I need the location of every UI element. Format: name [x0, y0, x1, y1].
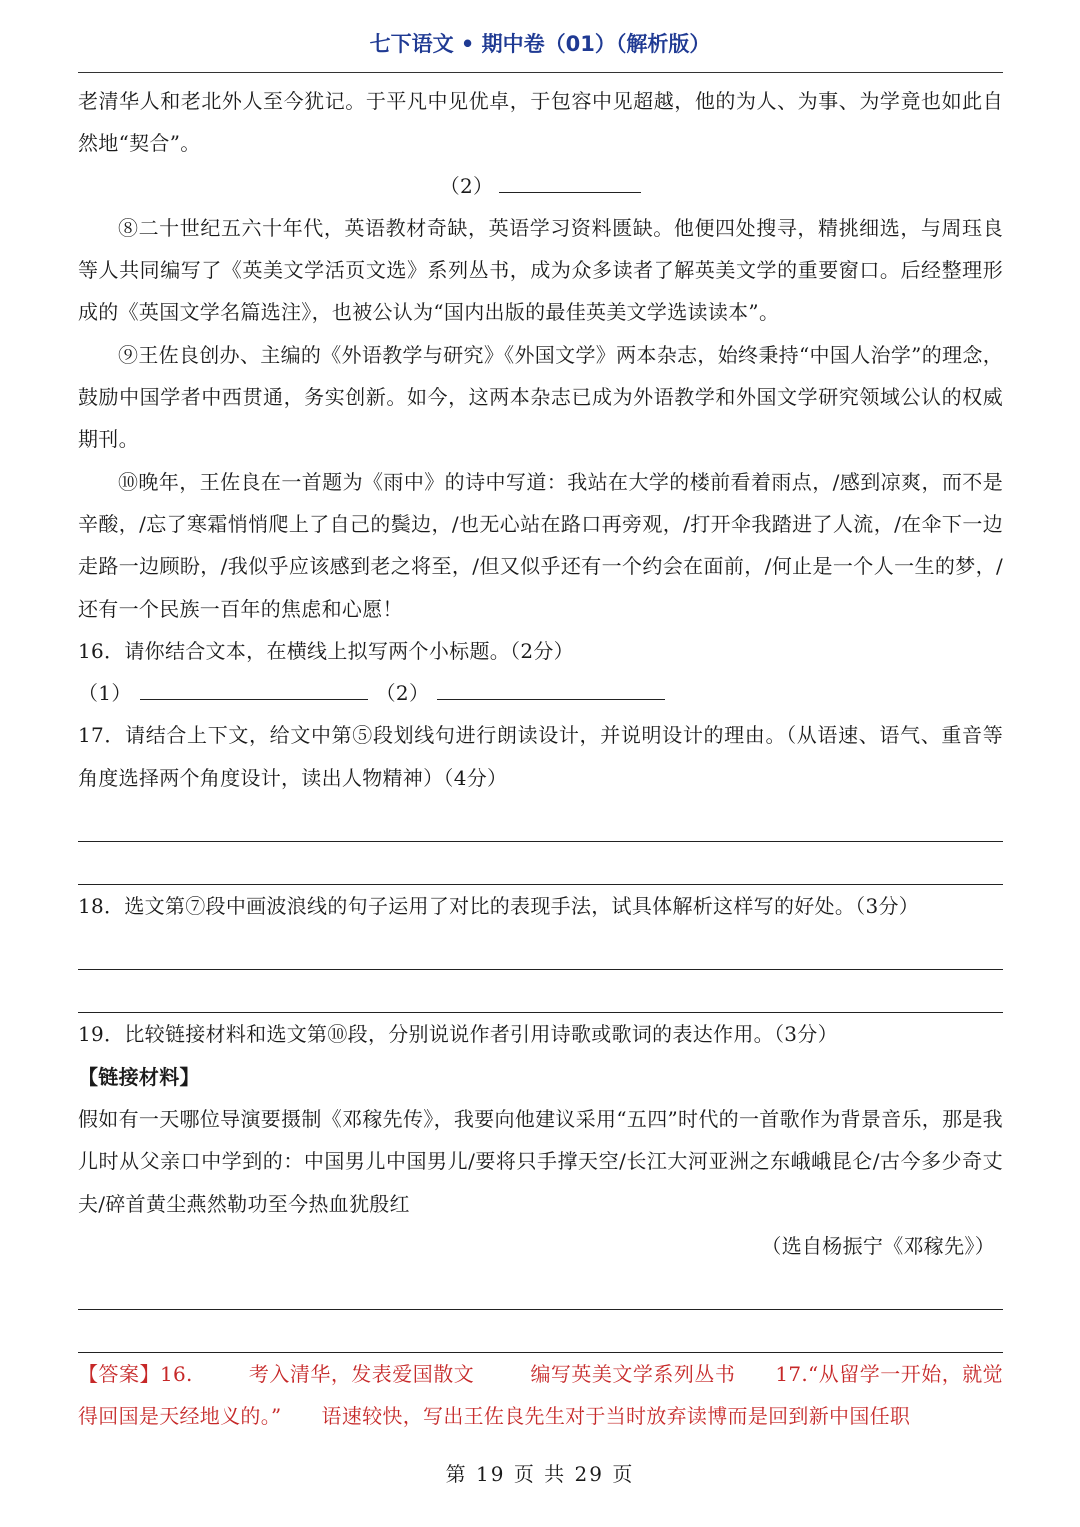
passage-paragraph-8: ⑧二十世纪五六十年代，英语教材奇缺，英语学习资料匮缺。他便四处搜寻，精挑细选，与周珏良等人共同编写了《英美文学活页文选》系列丛书，成为众多读者了解英美文学的重要窗口。后经整理形成的《英国文学名篇选注》，也被公认为“国内出版的最佳英美文学选读读本”。: [78, 215, 1003, 325]
q16-label-2: （2）: [375, 681, 430, 706]
q17-answer-line-1[interactable]: [78, 799, 1003, 842]
answer-16-1: 考入清华，发表爱国散文: [248, 1362, 475, 1387]
page-content: [78, 80, 1003, 1438]
answer-17-explanation: 语速较快，写出王佐良先生对于当时放弃读博而是回到新中国任职: [321, 1404, 911, 1429]
question-18: 18．选文第⑦段中画波浪线的句子运用了对比的表现手法，试具体解析这样写的好处。（3分）: [78, 894, 920, 919]
passage-paragraph-9: ⑨王佐良创办、主编的《外语教学与研究》《外国文学》两本杂志，始终秉持“中国人治学”的理念，鼓励中国学者中西贯通，务实创新。如今，这两本杂志已成为外语教学和外国文学研究领域公认的权威期刊。: [78, 342, 1003, 452]
question-17: 17．请结合上下文，给文中第⑤段划线句进行朗读设计，并说明设计的理由。（从语速、语气、重音等角度选择两个角度设计，读出人物精神）（4分）: [78, 723, 1003, 790]
subtitle-fill-line[interactable]: [499, 170, 641, 193]
q16-answer-line-1[interactable]: [140, 677, 368, 700]
page-header-title: 七下语文 • 期中卷（01）（解析版）: [369, 32, 711, 56]
link-material-heading: 【链接材料】: [78, 1064, 200, 1089]
answer-label: 【答案】16.: [78, 1362, 193, 1387]
q17-answer-line-2[interactable]: [78, 842, 1003, 885]
q19-answer-line-2[interactable]: [78, 1310, 1003, 1353]
q18-answer-line-1[interactable]: [78, 927, 1003, 970]
question-16-blanks: [78, 672, 1003, 714]
answer-section: [78, 1353, 1003, 1438]
link-material-text: 假如有一天哪位导演要摄制《邓稼先传》，我要向他建议采用“五四”时代的一首歌作为背景音乐，那是我儿时从父亲口中学到的：中国男儿中国男儿/要将只手撑天空/长江大河亚洲之东峨峨昆仑/古今多少奇丈夫/碎首黄尘燕然勒功至今热血犹殷红: [78, 1106, 1003, 1216]
q18-answer-line-2[interactable]: [78, 970, 1003, 1013]
q16-answer-line-2[interactable]: [437, 677, 665, 700]
question-16: 16．请你结合文本，在横线上拟写两个小标题。（2分）: [78, 638, 574, 663]
page-number-footer: 第 19 页 共 29 页: [445, 1462, 635, 1486]
answer-17-quote: 17.“从留学一开始，就觉得回国是天经地义的。”: [78, 1362, 1003, 1429]
subtitle-blank-2: [78, 165, 1003, 207]
answer-16-2: 编写英美文学系列丛书: [530, 1362, 736, 1387]
passage-paragraph-10: ⑩晚年，王佐良在一首题为《雨中》的诗中写道：我站在大学的楼前看着雨点，/感到凉爽，而不是辛酸，/忘了寒霜悄悄爬上了自己的鬓边，/也无心站在路口再旁观，/打开伞我踏进了人流，/在伞下一边走路一边顾盼，/我似乎应该感到老之将至，/但又似乎还有一个约会在面前，/何止是一个人一生的梦，/还有一个民族一百年的焦虑和心愿！: [78, 469, 1003, 621]
link-material-source: （选自杨振宁《邓稼先》）: [761, 1233, 995, 1258]
question-19: 19．比较链接材料和选文第⑩段，分别说说作者引用诗歌或歌词的表达作用。（3分）: [78, 1022, 838, 1047]
subtitle-label: （2）: [439, 173, 494, 198]
passage-paragraph-continued: 老清华人和老北外人至今犹记。于平凡中见优卓，于包容中见超越，他的为人、为事、为学竟也如此自然地“契合”。: [78, 89, 1003, 156]
q19-answer-line-1[interactable]: [78, 1267, 1003, 1310]
q16-label-1: （1）: [78, 681, 132, 706]
header-divider: [78, 72, 1003, 73]
